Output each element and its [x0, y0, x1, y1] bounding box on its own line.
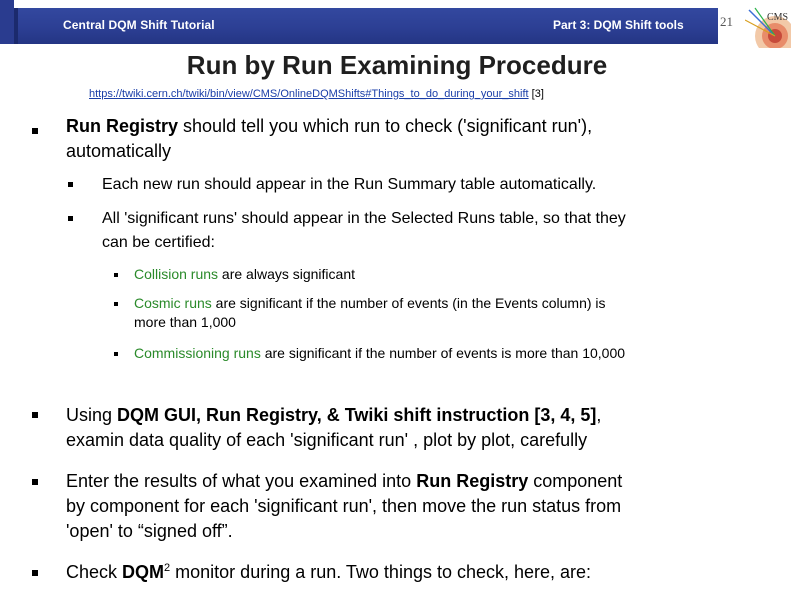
bullet-marker	[114, 273, 118, 277]
bullet-marker	[32, 128, 38, 134]
commissioning-runs-text: are significant if the number of events is more than 10,000	[260, 345, 626, 361]
twiki-link[interactable]: https://twiki.cern.ch/twiki/bin/view/CMS/OnlineDQMShifts#Things_to_do_during_your_shift	[89, 88, 529, 100]
check-sup: 2	[164, 562, 171, 574]
bullet-selected-runs	[102, 207, 782, 255]
commissioning-runs-label: Commissioning runs	[134, 345, 261, 361]
bullet-marker	[114, 302, 118, 306]
enter-line2: by component for each 'significant run', then move the run status from	[66, 496, 622, 516]
enter-text: Enter the results of what you examined into	[66, 471, 417, 491]
check-text: Check	[66, 562, 123, 582]
bullet-enter-results	[66, 469, 781, 544]
bullet-run-registry	[66, 114, 776, 164]
enter-bold: Run Registry	[416, 471, 529, 491]
run-registry-bold: Run Registry	[66, 116, 179, 136]
reference-tag: [3]	[531, 88, 544, 100]
collision-runs-text: are always significant	[218, 266, 355, 282]
header-left-strip	[0, 0, 14, 44]
bullet-cosmic-runs	[134, 294, 784, 332]
collision-runs-label: Collision runs	[134, 266, 219, 282]
bullet-collision-runs	[134, 265, 784, 284]
bullet-marker	[32, 412, 38, 418]
bullet-check-dqm2	[66, 560, 781, 585]
selected-runs-line1: All 'significant runs' should appear in the Selected Runs table, so that they	[102, 210, 626, 227]
bullet-marker	[32, 570, 38, 576]
bullet-marker	[68, 182, 73, 187]
bullet-run-summary: Each new run should appear in the Run Summary table automatically.	[102, 176, 597, 193]
page-number: 21	[720, 14, 733, 29]
using-bold: DQM GUI, Run Registry, & Twiki shift instruction [3, 4, 5]	[117, 405, 597, 425]
cms-logo-icon	[745, 6, 791, 48]
slide-title: Run by Run Examining Procedure	[186, 50, 608, 80]
bullet-marker	[68, 216, 73, 221]
enter-post: component	[528, 471, 623, 491]
bullet-using-dqm-gui	[66, 403, 781, 453]
bullet-marker	[32, 479, 38, 485]
check-bold: DQM	[122, 562, 165, 582]
course-title: Central DQM Shift Tutorial	[63, 18, 215, 32]
cosmic-runs-text-2: more than 1,000	[134, 314, 236, 330]
part-title: Part 3: DQM Shift tools	[553, 18, 684, 32]
bullet-marker	[114, 352, 118, 356]
enter-line3: 'open' to “signed off”.	[66, 521, 233, 541]
using-line2: examin data quality of each 'significant run' , plot by plot, carefully	[66, 430, 588, 450]
logo-text: CMS	[767, 12, 789, 23]
using-text: Using	[66, 405, 118, 425]
run-registry-text-2: automatically	[66, 141, 172, 161]
using-post: ,	[596, 405, 602, 425]
selected-runs-line2: can be certified:	[102, 234, 215, 251]
bullet-commissioning-runs	[134, 344, 784, 363]
slide-header	[0, 0, 794, 52]
cosmic-runs-text: are significant if the number of events (in the Events column) is	[211, 295, 606, 311]
reference-line	[89, 88, 544, 100]
cosmic-runs-label: Cosmic runs	[134, 295, 212, 311]
check-post: monitor during a run. Two things to check, here, are:	[170, 562, 592, 582]
run-registry-text: should tell you which run to check ('significant run'),	[178, 116, 593, 136]
